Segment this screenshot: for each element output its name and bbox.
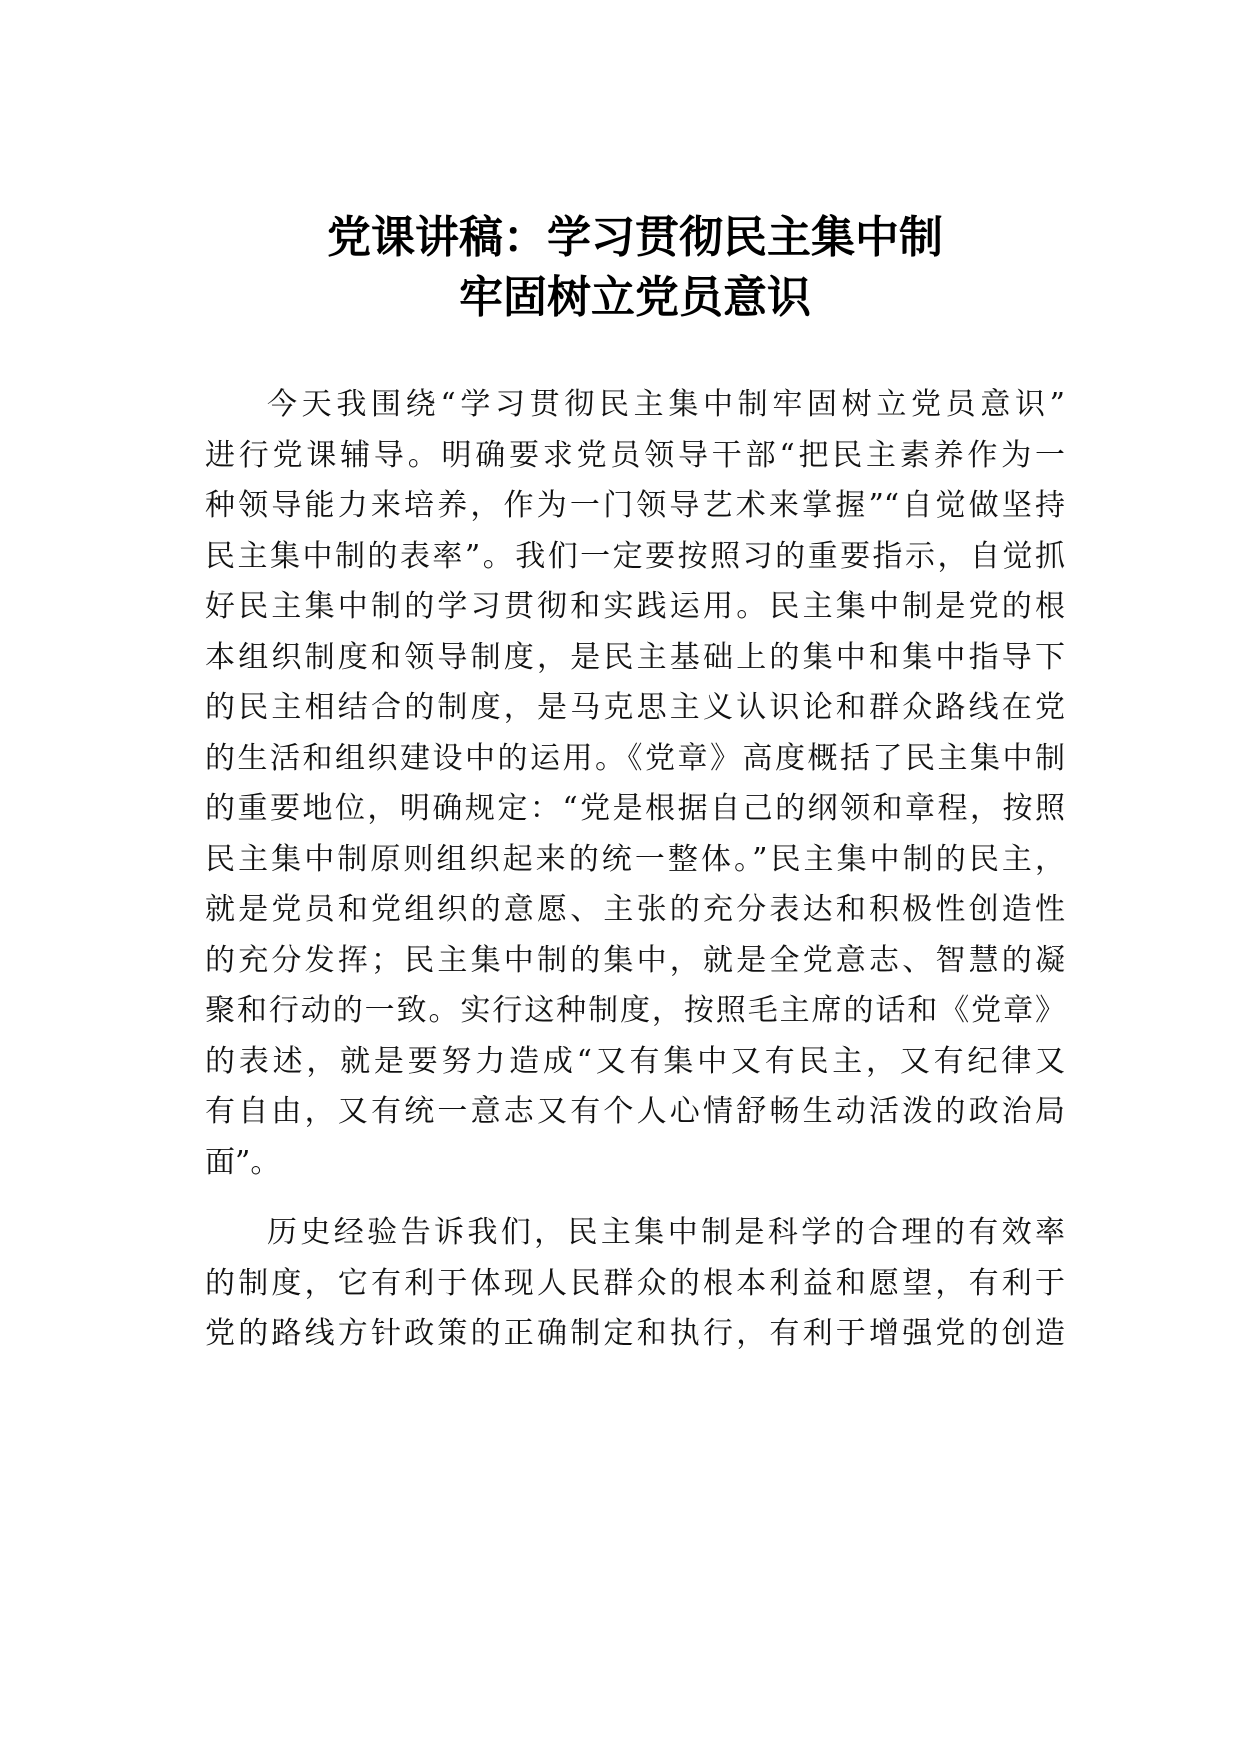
paragraph-1 xyxy=(205,380,1065,1188)
paragraph-line: 今天我围绕“学习贯彻民主集中制牢固树立党员意识” xyxy=(267,387,1065,422)
paragraph-line: 聚和行动的一致。实行这种制度，按照毛主席的话和《党章》 xyxy=(205,993,1065,1028)
paragraph-line: 进行党课辅导。明确要求党员领导干部“把民主素养作为一 xyxy=(205,437,1065,473)
paragraph-line: 本组织制度和领导制度，是民主基础上的集中和集中指导下 xyxy=(205,639,1065,675)
paragraph-line: 就是党员和党组织的意愿、主张的充分表达和积极性创造性 xyxy=(205,892,1065,927)
title-line-1: 党课讲稿：学习贯彻民主集中制 xyxy=(327,212,943,263)
paragraph-line: 的生活和组织建设中的运用。《党章》高度概括了民主集中制 xyxy=(205,740,1065,776)
paragraph-line: 种领导能力来培养，作为一门领导艺术来掌握”“自觉做坚持 xyxy=(205,488,1065,523)
paragraph-line: 的充分发挥；民主集中制的集中，就是全党意志、智慧的凝 xyxy=(205,942,1065,978)
paragraph-line: 的表述，就是要努力造成“又有集中又有民主，又有纪律又 xyxy=(205,1043,1065,1079)
paragraph-2 xyxy=(205,1208,1065,1360)
paragraph-line: 好民主集中制的学习贯彻和实践运用。民主集中制是党的根 xyxy=(205,589,1065,624)
paragraph-line: 的制度，它有利于体现人民群众的根本利益和愿望，有利于 xyxy=(205,1265,1065,1301)
document-title xyxy=(205,208,1065,328)
paragraph-line: 民主集中制原则组织起来的统一整体。”民主集中制的民主， xyxy=(205,841,1065,877)
paragraph-line: 有自由，又有统一意志又有个人心情舒畅生动活泼的政治局 xyxy=(205,1094,1065,1129)
paragraph-line: 的重要地位，明确规定：“党是根据自己的纲领和章程，按照 xyxy=(205,791,1065,826)
title-line-2: 牢固树立党员意识 xyxy=(459,272,811,323)
paragraph-line: 民主集中制的表率”。我们一定要按照习的重要指示，自觉抓 xyxy=(205,538,1065,574)
paragraph-line: 面”。 xyxy=(205,1144,281,1180)
paragraph-line: 历史经验告诉我们，民主集中制是科学的合理的有效率 xyxy=(267,1215,1065,1250)
paragraph-line: 的民主相结合的制度，是马克思主义认识论和群众路线在党 xyxy=(205,690,1065,725)
document-body xyxy=(205,380,1065,1360)
paragraph-line: 党的路线方针政策的正确制定和执行，有利于增强党的创造 xyxy=(205,1316,1065,1351)
